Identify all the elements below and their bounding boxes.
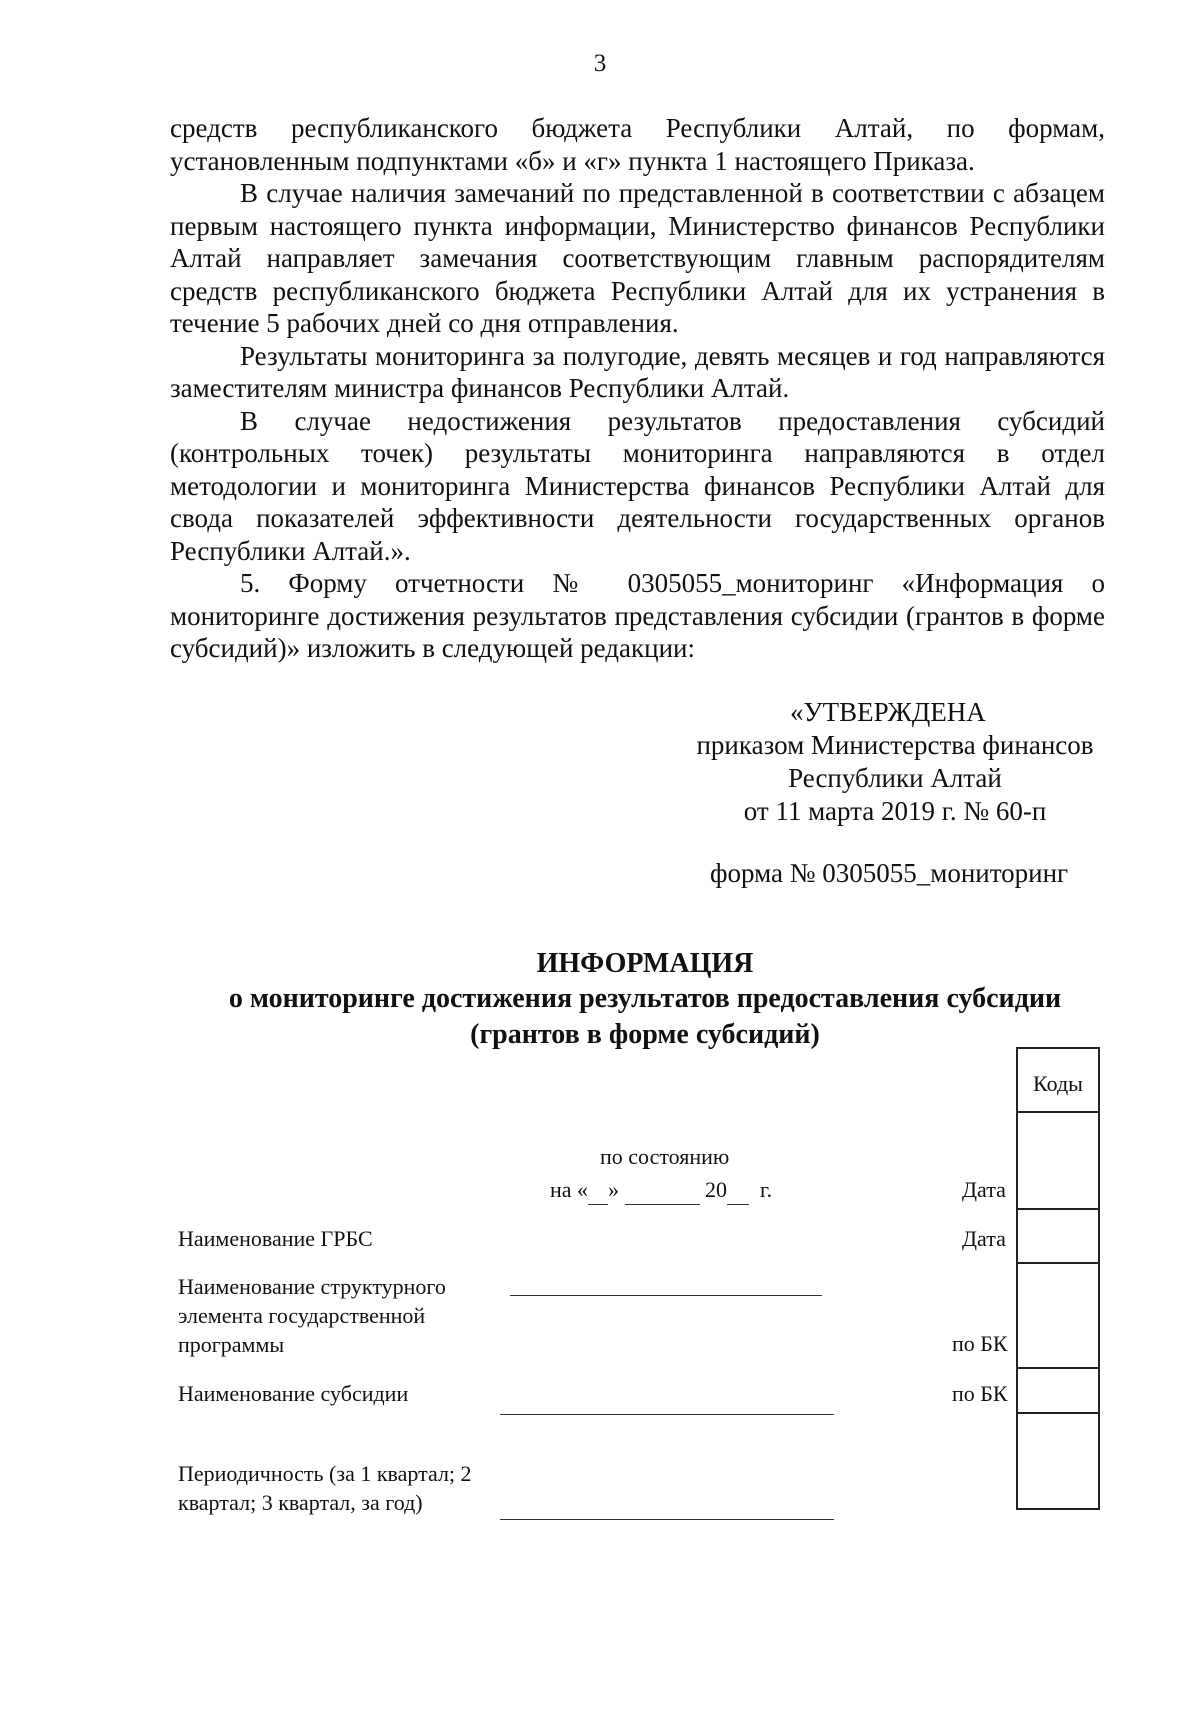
document-subtitle-2: (грантов в форме субсидий) (470, 1019, 820, 1050)
document-subtitle: о мониторинге достижения результатов предоставления субсидии (228, 983, 1062, 1014)
date-year: 20 (705, 1177, 728, 1202)
subsidy-field[interactable] (500, 1414, 834, 1415)
day-blank[interactable] (588, 1175, 608, 1205)
paragraph-5: 5. Форму отчетности № 0305055_мониторинг «Информация о мониторинге достижения результатов представления субсидии (грантов в форме субсидий)» изложить в следующей редакции: (170, 568, 1105, 663)
as-of-label: по состоянию (600, 1144, 730, 1169)
codes-divider (1016, 1208, 1100, 1210)
codes-column (1016, 1047, 1100, 1510)
date-suffix: г. (760, 1177, 773, 1202)
paragraph-2: В случае наличия замечаний по представленной в соответствии с абзацем первым настоящего пункта информации, Министерство финансов Республики Алтай направляет замечания соответствующим главным распорядителям средств республиканского бюджета Республики Алтай для их устранения в течение 5 рабочих дней со дня отправления. (170, 178, 1105, 338)
structural-element-label: Наименование структурного элемента государственной программы (178, 1274, 446, 1357)
form-number: форма № 0305055_мониторинг (710, 858, 1069, 888)
month-blank[interactable] (625, 1175, 700, 1205)
approval-stamp (660, 696, 1130, 828)
subsidy-label: Наименование субсидии (178, 1381, 409, 1406)
approval-line-4: от 11 марта 2019 г. № 60-п (743, 796, 1047, 826)
codes-divider (1016, 1262, 1100, 1264)
page-number: 3 (593, 50, 607, 77)
periodicity-field[interactable] (500, 1519, 834, 1520)
approval-line-3: Республики Алтай (788, 763, 1002, 793)
paragraph-3: Результаты мониторинга за полугодие, девять месяцев и год направляются заместителям министра финансов Республики Алтай. (170, 340, 1105, 403)
approval-line-1: «УТВЕРЖДЕНА (790, 697, 986, 727)
code-label-bk: по БК (952, 1381, 1008, 1406)
periodicity-label: Периодичность (за 1 квартал; 2 квартал; 3 квартал, за год) (178, 1461, 472, 1515)
date-prefix: на « (550, 1177, 589, 1202)
as-of-date[interactable] (550, 1175, 772, 1205)
codes-header: Коды (1016, 1047, 1100, 1113)
body-text (170, 112, 1105, 665)
structural-element-field[interactable] (510, 1295, 822, 1296)
grbs-label: Наименование ГРБС (178, 1226, 373, 1251)
approval-line-2: приказом Министерства финансов (696, 730, 1094, 760)
year-blank[interactable] (727, 1175, 749, 1205)
document-title: ИНФОРМАЦИЯ (536, 948, 754, 979)
paragraph-4: В случае недостижения результатов предоставления субсидий (контрольных точек) результаты мониторинга направляются в отдел методологии и мониторинга Министерства финансов Республики Алтай для свода показателей эффективности деятельности государственных органов Республики Алтай.». (170, 405, 1105, 566)
code-label-bk: по БК (952, 1331, 1008, 1356)
codes-divider (1016, 1367, 1100, 1369)
code-label-date: Дата (962, 1226, 1006, 1251)
date-mid: » (608, 1177, 620, 1202)
code-label-date: Дата (962, 1177, 1006, 1202)
codes-divider (1016, 1412, 1100, 1414)
paragraph-1: средств республиканского бюджета Республики Алтай, по формам, установленным подпунктами «б» и «г» пункта 1 настоящего Приказа. (170, 113, 1105, 176)
